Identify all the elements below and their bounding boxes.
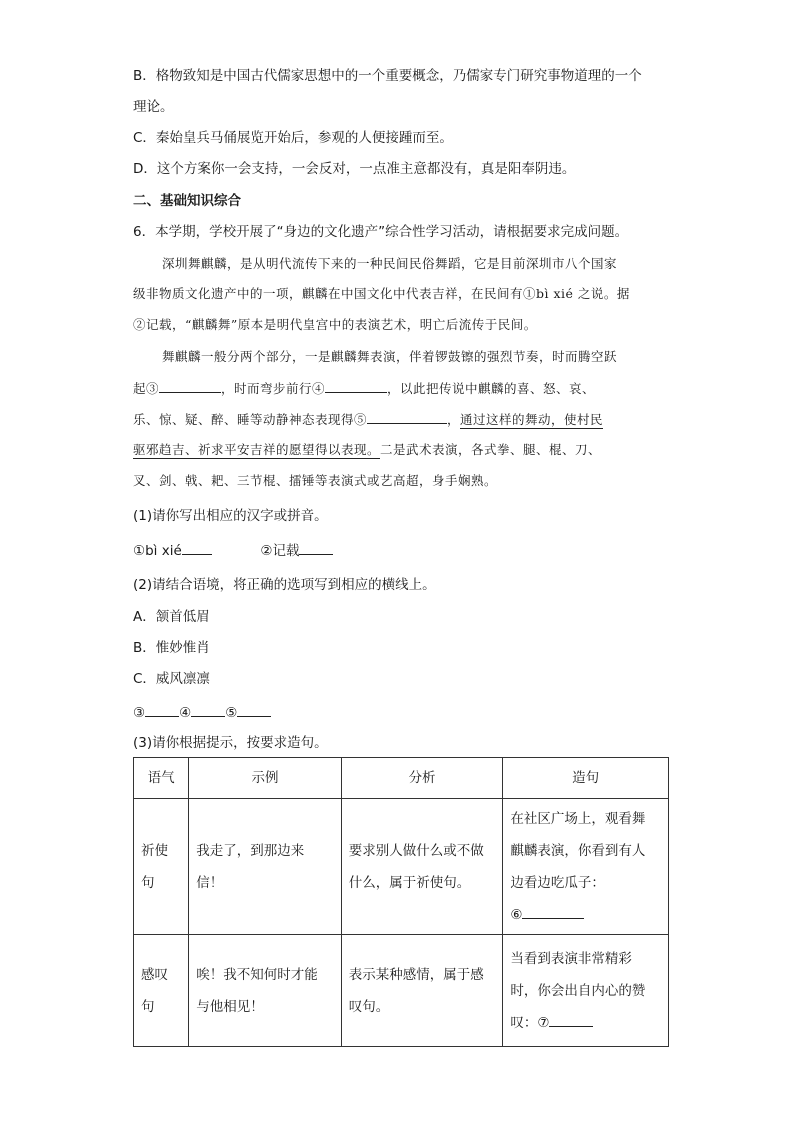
answer-label: ⑥ xyxy=(510,906,523,923)
sub-question-1: (1)请你写出相应的汉字或拼音。 xyxy=(133,508,328,524)
passage-text: 乐、惊、疑、醉、睡等动静神态表现得⑤ xyxy=(133,412,368,427)
analysis-cell xyxy=(341,935,503,1047)
analysis-cell xyxy=(341,799,503,935)
answer-label: ③ xyxy=(133,705,146,721)
question-6-stem: 6．本学期，学校开展了“身边的文化遗产”综合性学习活动，请根据要求完成问题。 xyxy=(133,224,629,240)
make-sentence-cell xyxy=(503,799,669,935)
passage-text: ，以此把传说中麒麟的喜、怒、哀、 xyxy=(387,381,596,396)
answer-label: ①bì xié xyxy=(133,543,182,559)
cell-line: 叹句。 xyxy=(348,998,390,1015)
cell-line: 句 xyxy=(141,874,155,891)
underlined-sentence: 通过这样的舞动，使村民 xyxy=(460,412,604,427)
header-example: 示例 xyxy=(189,758,342,799)
sub-question-2-blanks xyxy=(133,702,271,723)
cell-line: 什么，属于祈使句。 xyxy=(348,874,471,891)
passage-line xyxy=(133,378,595,399)
header-tone: 语气 xyxy=(134,758,189,799)
blank-5[interactable] xyxy=(367,409,447,424)
answer-label: ⑤ xyxy=(225,705,238,721)
section-title: 二、基础知识综合 xyxy=(133,193,241,209)
answer-label: ②记载 xyxy=(260,543,300,559)
cell-line xyxy=(510,899,661,931)
answer-blank-7[interactable] xyxy=(549,1012,593,1027)
tone-cell xyxy=(134,799,189,935)
cell-line: 句 xyxy=(141,998,155,1015)
cell-line xyxy=(510,1007,661,1039)
option-c: C．秦始皇兵马俑展览开始后，参观的人便接踵而至。 xyxy=(133,130,453,146)
cell-line: 表示某种感情，属于感 xyxy=(348,966,484,983)
passage-text: 起③ xyxy=(133,381,160,396)
passage-text: ， xyxy=(447,412,461,427)
passage-text: ，时而弯步前行④ xyxy=(221,381,326,396)
sub-question-1-answers xyxy=(133,540,333,561)
cell-line: 时，你会出自内心的赞 xyxy=(510,982,646,999)
option-d: D．这个方案你一会支持，一会反对，一点准主意都没有，真是阳奉阴违。 xyxy=(133,161,576,177)
cell-line: 当看到表演非常精彩 xyxy=(510,950,632,967)
blank-3[interactable] xyxy=(159,378,221,393)
cell-line: 要求别人做什么或不做 xyxy=(348,842,484,859)
choice-b: B．惟妙惟肖 xyxy=(133,640,210,656)
answer-blank-6[interactable] xyxy=(522,904,584,919)
cell-line: 信！ xyxy=(196,874,224,891)
make-sentence-cell xyxy=(503,935,669,1047)
sentence-table xyxy=(133,757,669,1047)
underlined-sentence: 驱邪趋吉、祈求平安吉祥的愿望得以表现。 xyxy=(133,442,381,457)
passage-line: 叉、剑、戟、耙、三节棍、擂锤等表演式或艺高超，身手娴熟。 xyxy=(133,473,498,488)
example-cell xyxy=(189,935,342,1047)
cell-line: 祈使 xyxy=(141,842,168,859)
cell-line: 与他相见！ xyxy=(196,998,264,1015)
passage-line xyxy=(133,409,603,430)
example-cell xyxy=(189,799,342,935)
cell-line: 麒麟表演，你看到有人 xyxy=(510,842,646,859)
answer-blank-2[interactable] xyxy=(299,540,333,555)
passage-line: ②记载，“麒麟舞”原本是明代皇宫中的表演艺术，明亡后流传于民间。 xyxy=(133,317,537,332)
passage-line: 深圳舞麒麟，是从明代流传下来的一种民间民俗舞蹈，它是目前深圳市八个国家 xyxy=(162,256,618,271)
cell-line: 感叹 xyxy=(141,966,168,983)
choice-c: C．威风凛凛 xyxy=(133,671,210,687)
cell-line: 唉！我不知何时才能 xyxy=(196,966,318,983)
answer-label: 叹：⑦ xyxy=(510,1014,550,1031)
answer-blank-1[interactable] xyxy=(182,540,212,555)
table-row xyxy=(134,799,669,935)
header-analysis: 分析 xyxy=(341,758,503,799)
answer-blank-5[interactable] xyxy=(237,702,271,717)
answer-label: ④ xyxy=(179,705,192,721)
option-b-line2: 理论。 xyxy=(133,99,174,115)
cell-line: 边看边吃瓜子： xyxy=(510,874,605,891)
passage-line: 级非物质文化遗产中的一项，麒麟在中国文化中代表吉祥，在民间有①bì xié 之说。据 xyxy=(133,286,630,301)
cell-line: 在社区广场上，观看舞 xyxy=(510,810,646,827)
option-b-line1: B．格物致知是中国古代儒家思想中的一个重要概念，乃儒家专门研究事物道理的一个 xyxy=(133,68,642,84)
tone-cell xyxy=(134,935,189,1047)
passage-text: 二是武术表演，各式拳、腿、棍、刀、 xyxy=(380,442,602,457)
cell-line: 我走了，到那边来 xyxy=(196,842,305,859)
choice-a: A．颔首低眉 xyxy=(133,609,210,625)
passage-line: 舞麒麟一般分两个部分，一是麒麟舞表演，伴着锣鼓镲的强烈节奏，时而腾空跃 xyxy=(162,349,618,364)
table-header-row xyxy=(134,758,669,799)
answer-blank-4[interactable] xyxy=(191,702,225,717)
answer-blank-3[interactable] xyxy=(145,702,179,717)
sub-question-3: (3)请你根据提示，按要求造句。 xyxy=(133,735,328,751)
header-make-sentence: 造句 xyxy=(503,758,669,799)
blank-4[interactable] xyxy=(325,378,387,393)
sub-question-2: (2)请结合语境，将正确的选项写到相应的横线上。 xyxy=(133,577,436,593)
passage-line xyxy=(133,440,601,460)
table-row xyxy=(134,935,669,1047)
